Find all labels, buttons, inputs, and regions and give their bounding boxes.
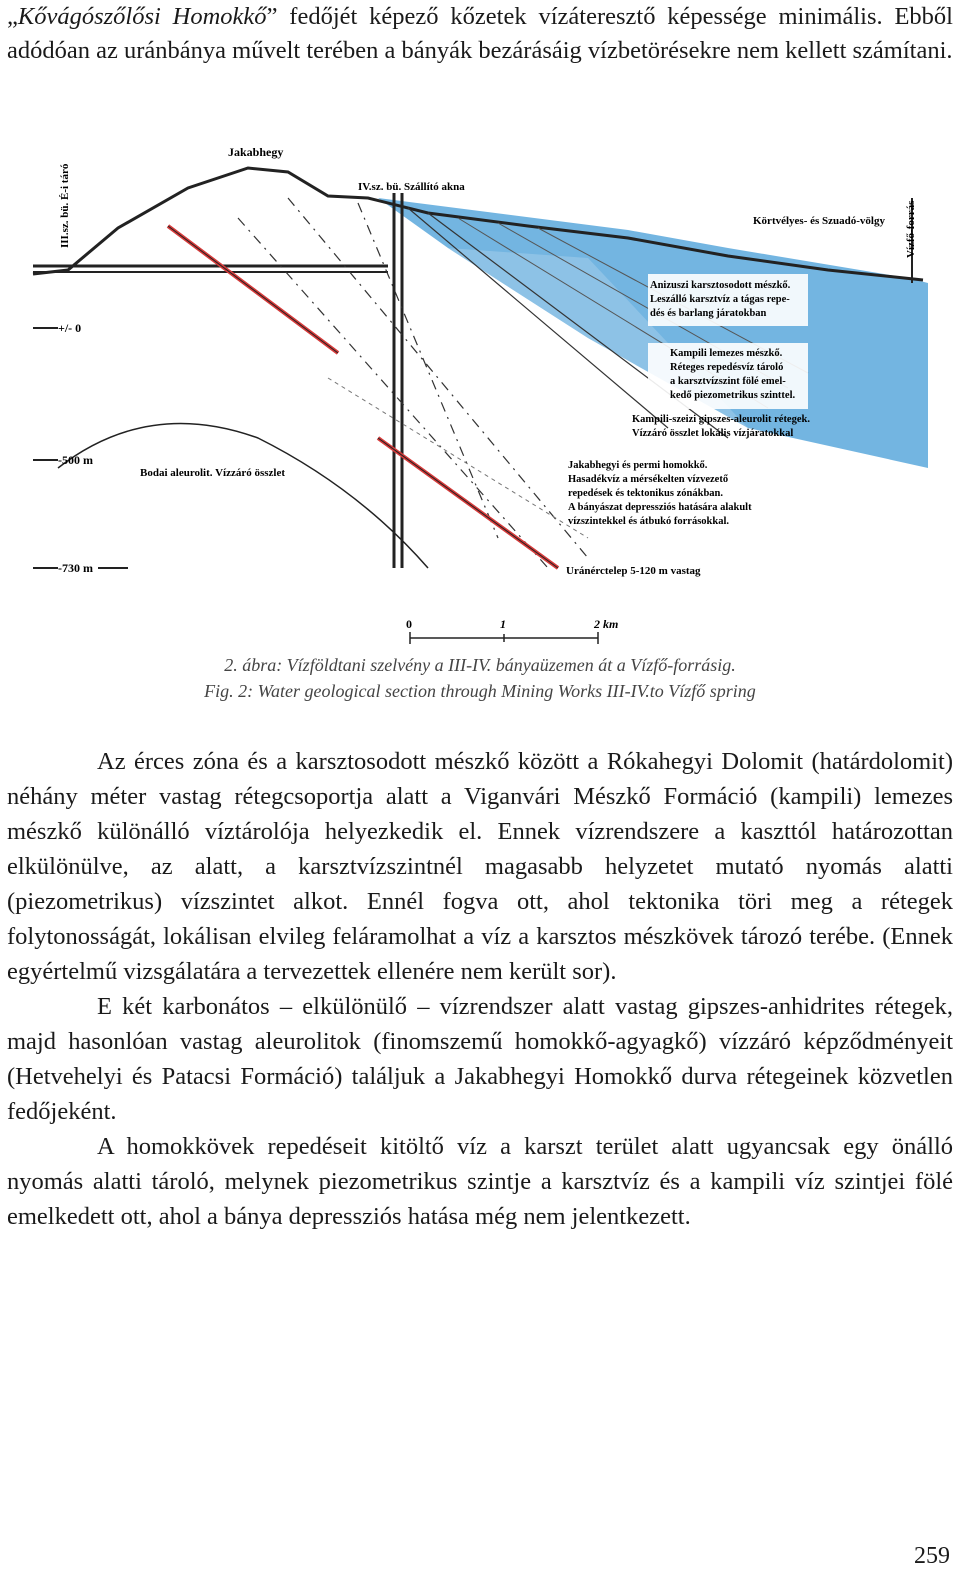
figure-caption-en: Fig. 2: Water geological section through Mining Works III-IV.to Vízfő spring [204,681,756,701]
label-shaft-left: III.sz. bü. É-i táró [59,163,71,248]
label-anizusi-3: dés és barlang járatokban [650,308,767,319]
hydrogeological-section-figure [28,138,917,650]
label-kampili-1: Kampili lemezes mészkő. [670,348,783,359]
scale-label-0: 0 [406,617,412,631]
label-homok-1: Jakabhegyi és permi homokkő. [568,460,708,471]
body-paragraph-3: A homokkövek repedéseit kitöltő víz a karszt terület alatt ugyancsak egy önálló nyomás alatti tároló, melynek piezometrikus szintje a karsztvíz és a kampili víz szintjei fölé emelkedett ott, ahol a bánya depressziós hatása még nem jelentkezett. [7,1133,953,1230]
label-homok-2: Hasadékvíz a mérsékelten vízvezető [568,474,729,485]
label-level-500: -500 m [58,453,93,467]
label-kampili-4: kedő piezometrikus szinttel. [670,390,796,401]
label-szeizi-1: Kampili-szeizi gipszes-aleurolit rétegek. [632,414,810,425]
body-text [7,744,953,1234]
label-level-730: -730 m [58,561,93,575]
label-valley: Körtvélyes- és Szuadó-völgy [753,215,885,227]
label-uran: Uránérctelep 5-120 m vastag [566,565,701,577]
label-kampili-3: a karsztvízszint fölé emel- [670,376,786,387]
intro-paragraph: „Kővágószőlősi Homokkő” fedőjét képező kőzetek vízáteresztő képessége minimális. Ebből adódóan az uránbánya művelt terében a bányák bezárásáig vízbetörésekre nem kellett számítani. [7,3,953,64]
label-anizusi-1: Anizuszi karsztosodott mészkő. [650,280,791,291]
label-spring: Vízfő-forrás [905,200,917,258]
label-bodai: Bodai aleurolit. Vízzáró összlet [140,467,286,479]
label-jakabhegy: Jakabhegy [228,145,284,159]
body-paragraph-2: E két karbonátos – elkülönülő – vízrendszer alatt vastag gipszes-anhidrites rétegek, majd hasonlóan vastag aleurolitok (finomszemű homokkő-agyagkő) vízzáró képződményeit (Hetvehelyi és Patacsi Formáció) találjuk a Jakabhegyi Homokkő durva rétegeinek közvetlen fedőjeként. [7,993,953,1125]
label-anizusi-2: Leszálló karsztvíz a tágas repe- [650,294,790,305]
label-homok-4: A bányászat depressziós hatására alakult [568,502,752,513]
scale-label-2: 2 km [594,617,619,631]
intro-italic-lead: Kővágószőlősi Homokkő [17,3,267,30]
label-shaft-mid: IV.sz. bü. Szállító akna [358,181,465,193]
label-level-0: +/- 0 [58,321,82,335]
scale-label-1: 1 [500,617,506,631]
label-homok-5: vízszintekkel és átbukó forrásokkal. [568,516,730,527]
scale-bar [406,617,618,644]
label-szeizi-2: Vízzáró összlet lokális vízjáratokkal [632,428,794,439]
label-kampili-2: Réteges repedésvíz tároló [670,362,784,373]
label-homok-3: repedések és tektonikus zónákban. [568,488,723,499]
intro-text: ” fedőjét képező kőzetek vízáteresztő képessége minimális. Ebből adódóan az uránbánya művelt terében a bányák bezárásáig vízbetörésekre nem kellett számítani. [7,3,953,64]
page-number: 259 [914,1543,950,1569]
body-paragraph-1: Az érces zóna és a karsztosodott mészkő között a Rókahegyi Dolomit (határdolomit) néhány méter vastag rétegcsoportja alatt a Viganvári Mészkő Formáció (kampili) lemezes mészkő különálló víztárolója helyezkedik el. Ennek vízrendszere a kaszttól határozottan elkülönülve, az alatt, a karsztvízszintnél magasabb helyzetet mutató nyomás alatti (piezometrikus) vízszintet alkot. Ennél fogva ott, ahol tektonika töri meg a rétegek folytonosságát, lokálisan elvileg feláramolhat a víz a karsztos mészkövek tározó terébe. (Ennek egyértelmű vizsgálatára a tervezettek ellenére nem került sor). [7,748,953,985]
figure-caption-hu: 2. ábra: Vízföldtani szelvény a III-IV. bányaüzemen át a Vízfő-forrásig. [224,655,736,675]
